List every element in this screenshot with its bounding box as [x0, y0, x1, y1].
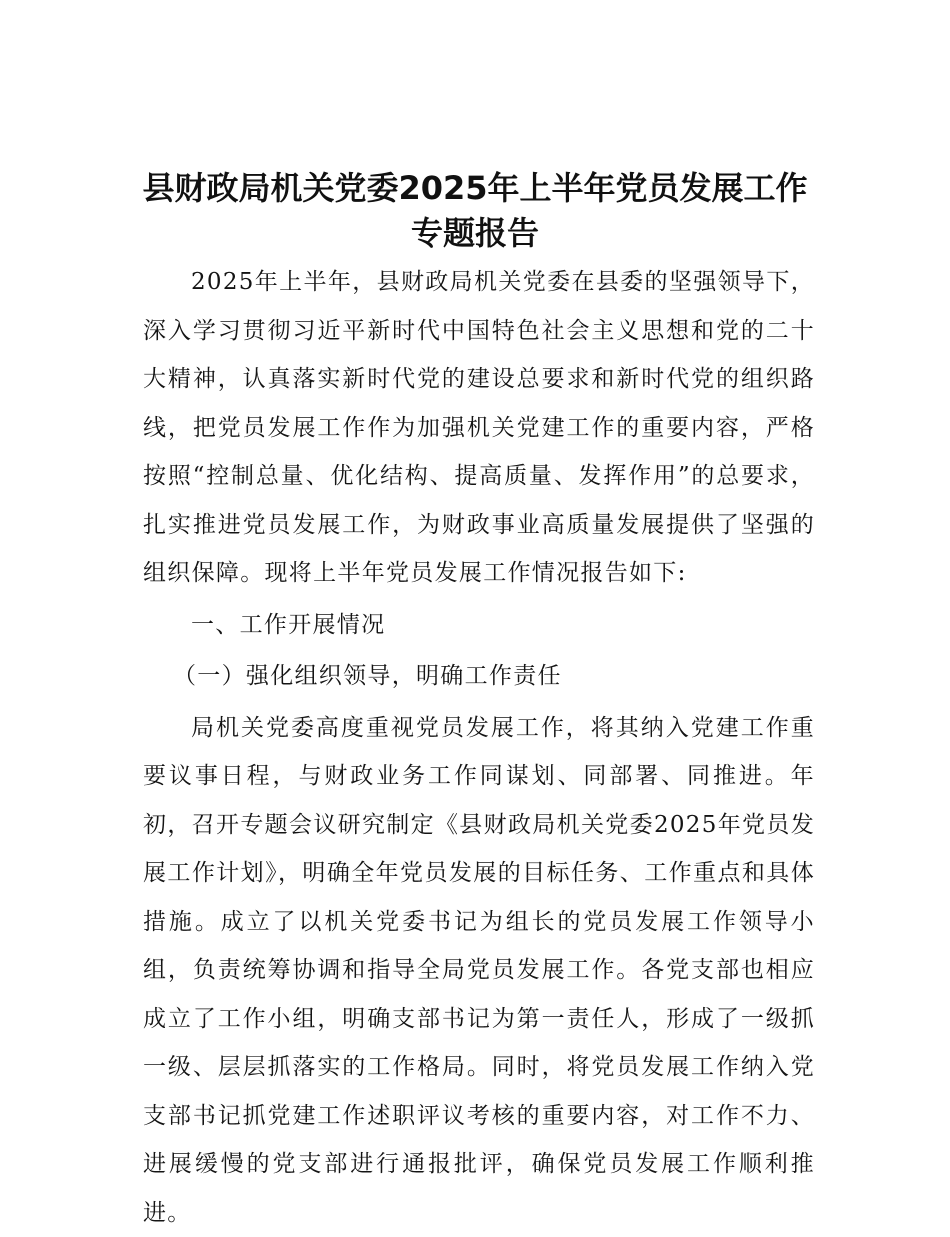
subsection-1-paragraph: 局机关党委高度重视党员发展工作，将其纳入党建工作重要议事日程，与财政业务工作同谋划、同部署、同推进。年初，召开专题会议研究制定《县财政局机关党委2025年党员发展工作计划》，明确全年党员发展的目标任务、工作重点和具体措施。成立了以机关党委书记为组长的党员发展工作领导小组，负责统筹协调和指导全局党员发展工作。各党支部也相应成立了工作小组，明确支部书记为第一责任人，形成了一级抓一级、层层抓落实的工作格局。同时，将党员发展工作纳入党支部书记抓党建工作述职评议考核的重要内容，对工作不力、进展缓慢的党支部进行通报批评，确保党员发展工作顺利推进。 — [143, 704, 815, 1237]
subsection-heading-1: （一）强化组织领导，明确工作责任 — [143, 652, 815, 701]
section-heading-1: 一、工作开展情况 — [143, 601, 815, 650]
document-title-line-2: 专题报告 — [120, 213, 830, 253]
document-title-line-1: 县财政局机关党委2025年上半年党员发展工作 — [120, 168, 830, 208]
intro-paragraph: 2025年上半年，县财政局机关党委在县委的坚强领导下，深入学习贯彻习近平新时代中国特色社会主义思想和党的二十大精神，认真落实新时代党的建设总要求和新时代党的组织路线，把党员发展工作作为加强机关党建工作的重要内容，严格按照“控制总量、优化结构、提高质量、发挥作用”的总要求，扎实推进党员发展工作，为财政事业高质量发展提供了坚强的组织保障。现将上半年党员发展工作情况报告如下: — [143, 258, 815, 598]
document-body — [143, 258, 815, 1237]
